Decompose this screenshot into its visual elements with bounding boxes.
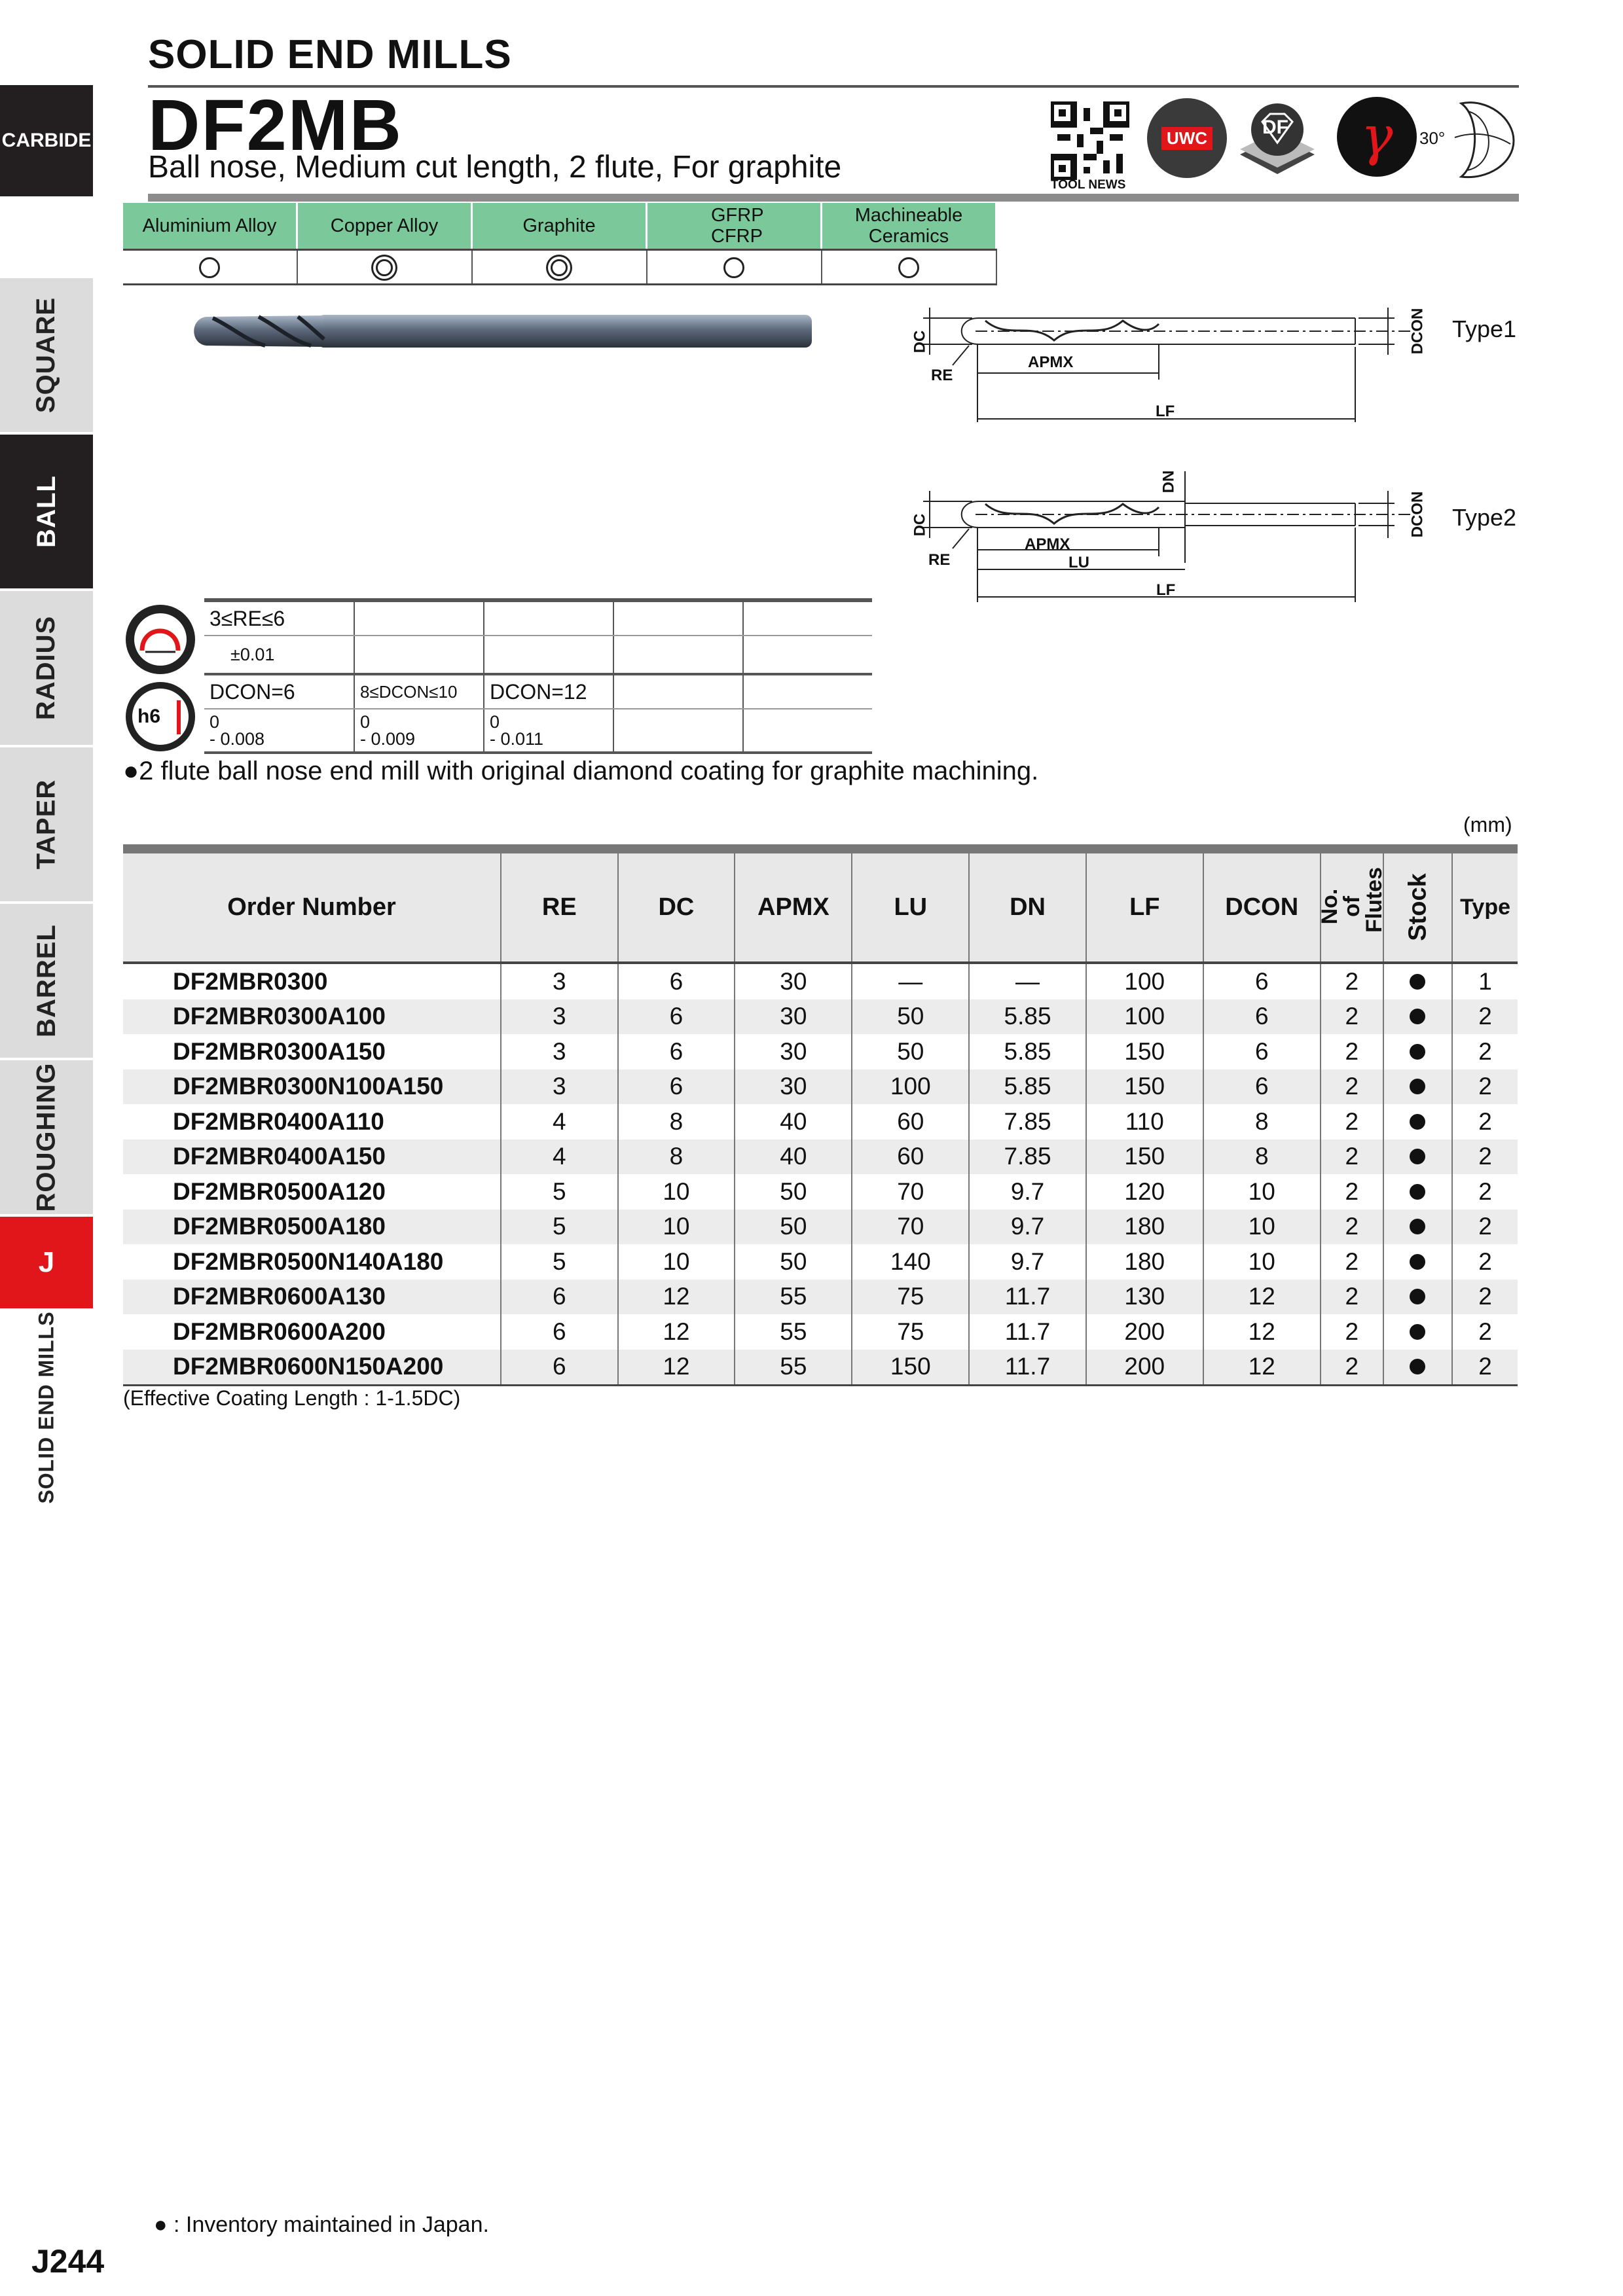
stock-cell — [1383, 1069, 1452, 1105]
table-cell: 40 — [735, 1139, 852, 1175]
table-cell: 6 — [618, 1034, 735, 1069]
order-number-cell: DF2MBR0400A110 — [173, 1107, 384, 1135]
side-tab-square[interactable] — [0, 278, 93, 432]
col-type: Type — [1452, 853, 1518, 963]
table-cell: 150 — [852, 1350, 969, 1386]
side-tab-radius-label: RADIUS — [31, 615, 61, 721]
table-cell: 100 — [1086, 963, 1203, 999]
rating-double-icon — [297, 250, 472, 285]
table-cell: 6 — [618, 1069, 735, 1105]
table-cell: 55 — [735, 1350, 852, 1386]
table-cell: 12 — [618, 1280, 735, 1315]
material-header-text: Machineable Ceramics — [854, 205, 963, 247]
table-cell: 8 — [618, 1104, 735, 1139]
table-cell: 11.7 — [969, 1280, 1086, 1315]
table-cell: 2 — [1452, 1174, 1518, 1210]
material-header-text: GFRP CFRP — [711, 205, 764, 247]
end-mill-photo — [187, 308, 815, 353]
table-cell: 2 — [1452, 1280, 1518, 1315]
h6-label: h6 — [137, 706, 161, 727]
page-subtitle: Ball nose, Medium cut length, 2 flute, For graphite — [148, 150, 842, 185]
table-cell: 50 — [735, 1210, 852, 1245]
dcon-tolerance: 0 - 0.008 — [204, 709, 354, 753]
table-cell: 180 — [1086, 1210, 1203, 1245]
order-number-cell: DF2MBR0600A200 — [173, 1318, 386, 1345]
table-cell: 50 — [735, 1174, 852, 1210]
side-tab-carbide — [0, 85, 93, 196]
radius-tolerance-icon — [126, 605, 195, 674]
table-cell: 180 — [1086, 1244, 1203, 1280]
table-cell: 200 — [1086, 1350, 1203, 1386]
table-cell: 3 — [501, 1069, 618, 1105]
table-top-rule — [123, 844, 1518, 853]
table-cell: 150 — [1086, 1139, 1203, 1175]
stock-cell — [1383, 1314, 1452, 1350]
table-cell: 2 — [1452, 1314, 1518, 1350]
table-cell: 50 — [852, 1034, 969, 1069]
dim-lf-label: LF — [1156, 403, 1175, 420]
dcon-head: 8≤DCON≤10 — [354, 674, 484, 709]
col-stock-label: Stock — [1404, 873, 1432, 941]
table-cell: 4 — [501, 1104, 618, 1139]
table-cell: 30 — [735, 1069, 852, 1105]
qr-code-icon[interactable] — [1051, 101, 1129, 180]
stock-dot-icon — [1410, 1114, 1425, 1130]
product-table — [123, 853, 1518, 1386]
table-cell: 2 — [1452, 1210, 1518, 1245]
stock-dot-icon — [1410, 1254, 1425, 1270]
dim-apmx-label: APMX — [1028, 353, 1074, 371]
table-cell: 30 — [735, 999, 852, 1035]
series-heading: SOLID END MILLS — [148, 32, 512, 77]
table-cell: 5.85 — [969, 999, 1086, 1035]
col-re: RE — [501, 853, 618, 963]
table-cell: 2 — [1321, 963, 1383, 999]
rating-single-icon — [822, 250, 996, 285]
table-cell: 10 — [1203, 1244, 1321, 1280]
table-cell: 10 — [618, 1210, 735, 1245]
rating-single-icon — [123, 250, 297, 285]
table-cell: 4 — [501, 1139, 618, 1175]
uwc-badge-icon — [1147, 98, 1227, 178]
table-cell: 2 — [1321, 1174, 1383, 1210]
table-cell: 10 — [618, 1244, 735, 1280]
stock-dot-icon — [1410, 1079, 1425, 1094]
table-cell: 9.7 — [969, 1210, 1086, 1245]
order-number-cell: DF2MBR0300A150 — [173, 1037, 386, 1065]
stock-cell — [1383, 1210, 1452, 1245]
stock-dot-icon — [1410, 1289, 1425, 1304]
material-header: Graphite — [472, 203, 647, 250]
col-dn: DN — [969, 853, 1086, 963]
table-cell: 2 — [1452, 1350, 1518, 1386]
table-cell: 5 — [501, 1174, 618, 1210]
table-cell: 6 — [1203, 1069, 1321, 1105]
table-cell: 2 — [1321, 1244, 1383, 1280]
table-cell: 2 — [1321, 1034, 1383, 1069]
stock-dot-icon — [1410, 1324, 1425, 1340]
dcon-head: DCON=12 — [484, 674, 613, 709]
radius-tolerance: ±0.01 — [204, 636, 354, 674]
table-cell: 3 — [501, 963, 618, 999]
table-cell: 9.7 — [969, 1244, 1086, 1280]
table-cell: 11.7 — [969, 1314, 1086, 1350]
table-cell: — — [852, 963, 969, 999]
table-cell: 5.85 — [969, 1069, 1086, 1105]
dim-dcon-label: DCON — [1408, 491, 1427, 538]
stock-dot-icon — [1410, 1044, 1425, 1060]
df-badge-label: DF — [1262, 117, 1288, 138]
table-cell: 6 — [501, 1314, 618, 1350]
table-cell: 6 — [501, 1350, 618, 1386]
table-cell: 5.85 — [969, 1034, 1086, 1069]
table-cell: 2 — [1452, 1244, 1518, 1280]
table-cell: 7.85 — [969, 1139, 1086, 1175]
table-cell: 11.7 — [969, 1350, 1086, 1386]
side-tab-taper[interactable] — [0, 747, 93, 901]
table-row — [123, 1069, 1518, 1105]
radius-range: 3≤RE≤6 — [204, 600, 354, 636]
side-tab-taper-label: TAPER — [31, 779, 61, 870]
table-cell: 12 — [618, 1350, 735, 1386]
table-cell: 2 — [1321, 999, 1383, 1035]
table-cell: 70 — [852, 1210, 969, 1245]
shank-tolerance-icon — [126, 682, 195, 751]
col-dc: DC — [618, 853, 735, 963]
col-lf: LF — [1086, 853, 1203, 963]
table-cell: 6 — [1203, 1034, 1321, 1069]
col-apmx: APMX — [735, 853, 852, 963]
table-cell: 2 — [1452, 1069, 1518, 1105]
table-cell: 12 — [1203, 1350, 1321, 1386]
table-cell: 1 — [1452, 963, 1518, 999]
stock-cell — [1383, 1034, 1452, 1069]
table-cell: 3 — [501, 999, 618, 1035]
material-header: Copper Alloy — [297, 203, 472, 250]
col-lu: LU — [852, 853, 969, 963]
col-order-number: Order Number — [123, 853, 501, 963]
side-tab-radius[interactable] — [0, 591, 93, 745]
table-cell: 6 — [618, 999, 735, 1035]
table-cell: 200 — [1086, 1314, 1203, 1350]
table-cell: 75 — [852, 1280, 969, 1315]
side-tab-barrel[interactable] — [0, 904, 93, 1058]
order-number-cell: DF2MBR0500A180 — [123, 1210, 501, 1245]
dim-re-label: RE — [928, 551, 951, 569]
side-tab-square-label: SQUARE — [31, 296, 61, 414]
unit-label: (mm) — [1463, 813, 1512, 836]
table-cell: 2 — [1321, 1210, 1383, 1245]
product-description: ●2 flute ball nose end mill with original diamond coating for graphite machining. — [123, 757, 1039, 785]
table-row — [123, 1034, 1518, 1069]
tolerance-table — [204, 598, 872, 754]
stock-cell — [1383, 1350, 1452, 1386]
table-row — [123, 1350, 1518, 1386]
table-cell: 40 — [735, 1104, 852, 1139]
table-row — [123, 999, 1518, 1035]
side-section-text: SOLID END MILLS — [34, 1310, 58, 1504]
table-cell: 2 — [1321, 1104, 1383, 1139]
table-cell: 9.7 — [969, 1174, 1086, 1210]
dim-lf-label: LF — [1156, 581, 1176, 599]
table-cell: 7.85 — [969, 1104, 1086, 1139]
dimension-diagrams — [897, 295, 1517, 622]
stock-cell — [1383, 1139, 1452, 1175]
stock-cell — [1383, 963, 1452, 999]
coating-note: (Effective Coating Length : 1-1.5DC) — [123, 1386, 461, 1410]
table-cell: 70 — [852, 1174, 969, 1210]
order-number-cell: DF2MBR0500N140A180 — [173, 1247, 444, 1275]
table-cell: 2 — [1321, 1139, 1383, 1175]
table-cell: 50 — [735, 1244, 852, 1280]
table-cell: 2 — [1452, 999, 1518, 1035]
ball-nose-profile-icon — [1448, 98, 1520, 183]
table-cell: 2 — [1321, 1069, 1383, 1105]
side-tab-ball-label: BALL — [31, 475, 61, 548]
table-cell: 10 — [618, 1174, 735, 1210]
table-cell: 60 — [852, 1139, 969, 1175]
table-cell: 12 — [1203, 1314, 1321, 1350]
table-cell: 130 — [1086, 1280, 1203, 1315]
stock-dot-icon — [1410, 1184, 1425, 1200]
dcon-tolerance: 0 - 0.009 — [354, 709, 484, 753]
side-tab-j[interactable] — [0, 1217, 93, 1308]
side-tab-carbide-label: CARBIDE — [1, 130, 92, 151]
dim-re-label: RE — [931, 367, 953, 384]
dim-apmx-label: APMX — [1025, 535, 1070, 553]
helix-angle-icon — [1337, 97, 1417, 177]
table-cell: 2 — [1321, 1314, 1383, 1350]
rating-double-icon — [472, 250, 647, 285]
type2-label: Type2 — [1452, 504, 1517, 531]
col-stock — [1383, 853, 1452, 963]
side-tab-roughing-label: ROUGHING — [31, 1062, 61, 1212]
helix-angle-value: 30° — [1419, 128, 1446, 148]
stock-dot-icon — [1410, 1149, 1425, 1164]
table-cell: 5 — [501, 1244, 618, 1280]
table-row — [123, 1104, 1518, 1139]
table-cell: 55 — [735, 1280, 852, 1315]
header-rule-bottom — [148, 194, 1519, 202]
side-tab-ball[interactable] — [0, 435, 93, 588]
stock-dot-icon — [1410, 1009, 1425, 1024]
order-number-cell: DF2MBR0600N150A200 — [123, 1350, 501, 1386]
table-cell: — — [969, 963, 1086, 999]
diamond-coating-icon — [1236, 98, 1319, 178]
dim-dcon-label: DCON — [1408, 308, 1427, 355]
table-cell: 10 — [1203, 1210, 1321, 1245]
helix-symbol: γ — [1360, 105, 1393, 168]
table-cell: 55 — [735, 1314, 852, 1350]
order-number-cell: DF2MBR0600A130 — [123, 1280, 501, 1315]
table-cell: 5 — [501, 1210, 618, 1245]
table-row — [123, 963, 1518, 999]
table-cell: 60 — [852, 1104, 969, 1139]
material-header — [647, 203, 822, 250]
rating-single-icon — [647, 250, 822, 285]
stock-dot-icon — [1410, 974, 1425, 990]
material-suitability-table — [123, 203, 997, 285]
table-cell: 120 — [1086, 1174, 1203, 1210]
table-cell: 12 — [618, 1314, 735, 1350]
stock-dot-icon — [1410, 1219, 1425, 1234]
table-cell: 6 — [1203, 963, 1321, 999]
dim-dn-label: DN — [1159, 470, 1178, 493]
table-cell: 100 — [1086, 999, 1203, 1035]
order-number-cell: DF2MBR0300 — [173, 967, 328, 995]
stock-cell — [1383, 1244, 1452, 1280]
stock-cell — [1383, 1280, 1452, 1315]
table-cell: 8 — [618, 1139, 735, 1175]
table-cell: 8 — [1203, 1104, 1321, 1139]
inventory-footnote: ● : Inventory maintained in Japan. — [154, 2212, 489, 2237]
page-title: DF2MB — [148, 85, 403, 166]
table-cell: 140 — [852, 1244, 969, 1280]
stock-cell — [1383, 1104, 1452, 1139]
material-header — [822, 203, 996, 250]
order-number-cell: DF2MBR0300A100 — [123, 999, 501, 1035]
table-cell: 10 — [1203, 1174, 1321, 1210]
type1-label: Type1 — [1452, 315, 1517, 342]
table-row — [123, 1210, 1518, 1245]
order-number-cell: DF2MBR0400A150 — [123, 1139, 501, 1175]
stock-dot-icon — [1410, 1359, 1425, 1374]
table-cell: 2 — [1321, 1350, 1383, 1386]
table-cell: 3 — [501, 1034, 618, 1069]
table-row — [123, 1280, 1518, 1315]
side-tab-roughing[interactable] — [0, 1060, 93, 1214]
table-cell: 2 — [1452, 1034, 1518, 1069]
table-cell: 150 — [1086, 1034, 1203, 1069]
table-cell: 30 — [735, 963, 852, 999]
table-row — [123, 1244, 1518, 1280]
table-cell: 2 — [1321, 1280, 1383, 1315]
uwc-badge-label: UWC — [1161, 127, 1213, 150]
col-flutes — [1317, 853, 1387, 963]
dim-dc-label: DC — [911, 513, 929, 537]
table-cell: 6 — [501, 1280, 618, 1315]
side-section-label — [0, 1312, 93, 1502]
table-cell: 100 — [852, 1069, 969, 1105]
table-cell: 50 — [852, 999, 969, 1035]
table-cell: 6 — [1203, 999, 1321, 1035]
page-number: J244 — [31, 2243, 105, 2280]
table-cell: 6 — [618, 963, 735, 999]
order-number-cell: DF2MBR0300N100A150 — [123, 1069, 501, 1105]
stock-cell — [1383, 1174, 1452, 1210]
table-cell: 75 — [852, 1314, 969, 1350]
table-row — [123, 1174, 1518, 1210]
table-cell: 150 — [1086, 1069, 1203, 1105]
col-flutes-label: No. of Flutes — [1317, 867, 1387, 933]
table-cell: 2 — [1452, 1104, 1518, 1139]
table-cell: 110 — [1086, 1104, 1203, 1139]
col-dcon: DCON — [1203, 853, 1321, 963]
material-header: Aluminium Alloy — [123, 203, 297, 250]
table-cell: 30 — [735, 1034, 852, 1069]
stock-cell — [1383, 999, 1452, 1035]
table-cell: 2 — [1452, 1139, 1518, 1175]
table-cell: 12 — [1203, 1280, 1321, 1315]
tool-news-label: TOOL NEWS — [1051, 178, 1126, 192]
dcon-tolerance: 0 - 0.011 — [484, 709, 613, 753]
table-row — [123, 1139, 1518, 1175]
side-tab-j-label: J — [38, 1246, 55, 1278]
side-tab-barrel-label: BARREL — [31, 924, 61, 1037]
dim-lu-label: LU — [1068, 554, 1089, 571]
table-row — [123, 1314, 1518, 1350]
table-cell: 8 — [1203, 1139, 1321, 1175]
order-number-cell: DF2MBR0500A120 — [173, 1177, 386, 1205]
dim-dc-label: DC — [911, 330, 929, 353]
dcon-head: DCON=6 — [204, 674, 354, 709]
